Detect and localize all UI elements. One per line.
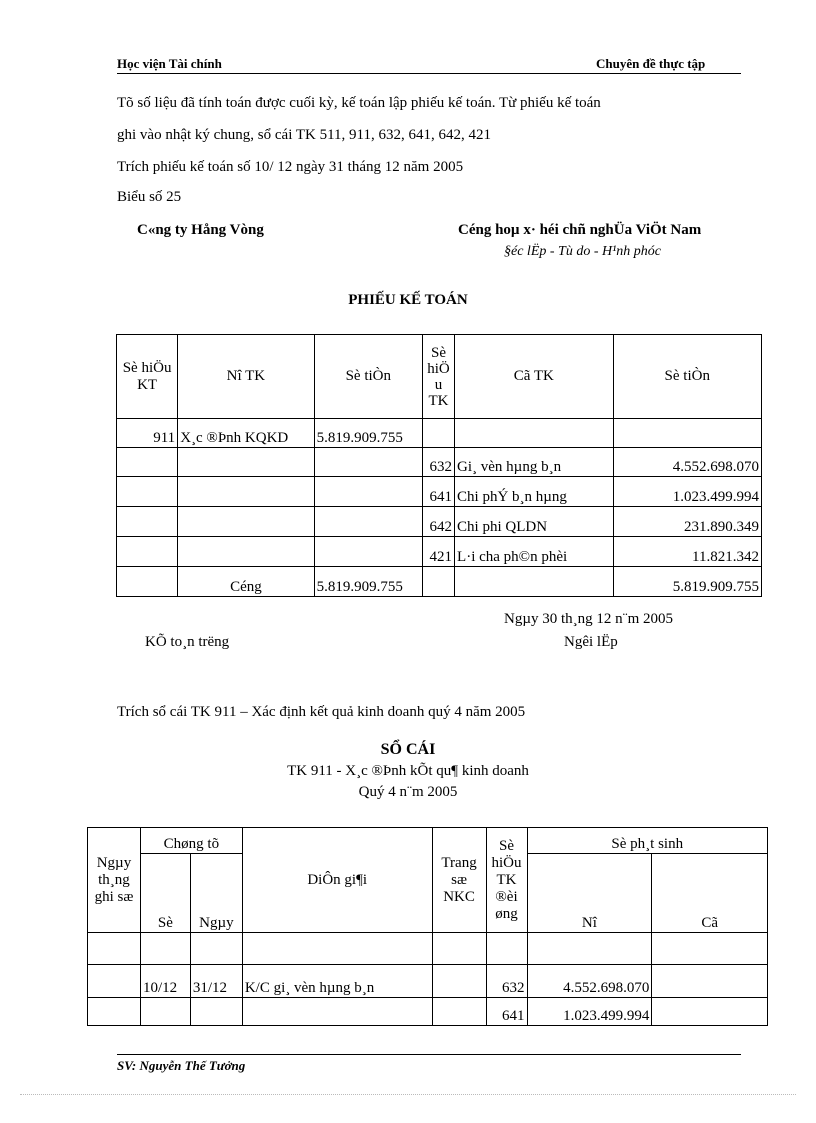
voucher-header-row: [117, 335, 762, 419]
header-rule: [117, 73, 741, 74]
cell-debit-account: [178, 507, 314, 537]
footer-student: SV: Nguyễn Thế Tưởng: [117, 1058, 246, 1073]
col-credit-amount: Sè tiÒn: [613, 335, 761, 419]
cell-journal-page: [432, 933, 486, 965]
cell-debit-amount: [314, 477, 422, 507]
cell-description: K/C gi¸ vèn hµng b¸n: [242, 965, 432, 998]
cell-voucher-no: [140, 998, 190, 1026]
cell-record-date: [88, 998, 141, 1026]
cell-credit-amount: 11.821.342: [613, 537, 761, 567]
cell-contra-account: [486, 933, 527, 965]
intro-line-1: Tõ số liệu đã tính toán được cuối kỳ, kế toán lập phiếu kế toán. Từ phiếu kế toán: [117, 95, 601, 111]
cell-empty: [455, 567, 613, 597]
cell-credit-amount: 1.023.499.994: [613, 477, 761, 507]
ledger-subtitle: TK 911 - X¸c ®Þnh kÕt qu¶ kinh doanh: [287, 763, 529, 779]
cell-debit: 1.023.499.994: [527, 998, 652, 1026]
intro-line-4: Biểu số 25: [117, 189, 182, 205]
cell-credit-amount: 231.890.349: [613, 507, 761, 537]
cell-credit-amount: 4.552.698.070: [613, 448, 761, 477]
cell-credit: [652, 965, 768, 998]
cell-debit-amount: [314, 448, 422, 477]
cell-debit-account: X¸c ®Þnh KQKD: [178, 419, 314, 448]
republic-motto: §éc lËp - Tù do - H¹nh phóc: [504, 244, 662, 259]
cell-credit-account: Chi phÝ b¸n hµng: [455, 477, 613, 507]
total-credit-amount: 5.819.909.755: [613, 567, 761, 597]
company-name: C«ng ty Hång Vòng: [137, 222, 264, 238]
col-debit-account: Nî TK: [178, 335, 314, 419]
table-row: [88, 998, 768, 1026]
cell-debit-account: [178, 477, 314, 507]
total-debit-amount: 5.819.909.755: [314, 567, 422, 597]
cell-record-date: [88, 965, 141, 998]
col-account-no: Sè hiÖ u TK: [422, 335, 454, 419]
cell-empty: [422, 567, 454, 597]
intro-line-3: Trích phiếu kế toán số 10/ 12 ngày 31 tháng 12 năm 2005: [117, 159, 464, 175]
table-row: [88, 933, 768, 965]
cell-debit-amount: 5.819.909.755: [314, 419, 422, 448]
ledger-title: SỔ CÁI: [380, 741, 436, 758]
ledger-table: [87, 827, 768, 1026]
cell-journal-page: [432, 998, 486, 1026]
cell-credit-amount: [613, 419, 761, 448]
cell-empty: [117, 567, 178, 597]
table-row: [117, 537, 762, 567]
ledger-intro: Trích sổ cái TK 911 – Xác định kết quả kinh doanh quý 4 năm 2005: [117, 704, 526, 720]
col-voucher-no: Sè: [140, 854, 190, 933]
cell-account-no: 632: [422, 448, 454, 477]
ledger-period: Quý 4 n¨m 2005: [358, 784, 458, 800]
page-edge-divider: [20, 1094, 796, 1095]
cell-description: [242, 933, 432, 965]
cell-voucher-no: [117, 537, 178, 567]
cell-account-no: 641: [422, 477, 454, 507]
preparer-label: Ngêi lËp: [564, 634, 618, 650]
col-journal-page: Trang sæ NKC: [432, 828, 486, 933]
cell-debit-amount: [314, 537, 422, 567]
total-label: Céng: [178, 567, 314, 597]
cell-record-date: [88, 933, 141, 965]
col-voucher-no: Sè hiÖu KT: [117, 335, 178, 419]
voucher-title: PHIẾU KẾ TOÁN: [348, 292, 468, 308]
cell-debit-amount: [314, 507, 422, 537]
cell-voucher-no: [140, 933, 190, 965]
table-row: [117, 507, 762, 537]
cell-account-no: 642: [422, 507, 454, 537]
cell-voucher-date: [190, 998, 242, 1026]
col-description: DiÔn gi¶i: [242, 828, 432, 933]
cell-voucher-no: 911: [117, 419, 178, 448]
ledger-header-row-1: [88, 828, 768, 854]
cell-voucher-no: [117, 448, 178, 477]
cell-account-no: 421: [422, 537, 454, 567]
col-contra-account: Sè hiÖu TK ®èi øng: [486, 828, 527, 933]
cell-credit-account: Gi¸ vèn hµng b¸n: [455, 448, 613, 477]
voucher-date: Ngµy 30 th¸ng 12 n¨m 2005: [504, 611, 674, 627]
cell-contra-account: 641: [486, 998, 527, 1026]
cell-credit-account: [455, 419, 613, 448]
cell-credit-account: L·i cha ph©n phèi: [455, 537, 613, 567]
table-row: [117, 419, 762, 448]
footer-rule: [117, 1054, 741, 1055]
cell-voucher-date: 31/12: [190, 965, 242, 998]
cell-contra-account: 632: [486, 965, 527, 998]
table-row: [88, 965, 768, 998]
header-left: Học viện Tài chính: [117, 56, 222, 71]
cell-credit: [652, 998, 768, 1026]
cell-account-no: [422, 419, 454, 448]
col-record-date: Ngµy th¸ng ghi sæ: [88, 828, 141, 933]
cell-voucher-no: 10/12: [140, 965, 190, 998]
voucher-table: [116, 334, 762, 597]
cell-debit: 4.552.698.070: [527, 965, 652, 998]
cell-voucher-no: [117, 477, 178, 507]
cell-credit: [652, 933, 768, 965]
header-right: Chuyên đề thực tập: [596, 56, 706, 71]
cell-voucher-no: [117, 507, 178, 537]
chief-accountant-label: KÕ to¸n trëng: [145, 634, 230, 650]
col-amount: Sè ph¸t sinh: [527, 828, 768, 854]
table-row: [117, 448, 762, 477]
cell-description: [242, 998, 432, 1026]
total-row: [117, 567, 762, 597]
col-credit-account: Cã TK: [455, 335, 613, 419]
col-debit: Nî: [527, 854, 652, 933]
cell-journal-page: [432, 965, 486, 998]
intro-line-2: ghi vào nhật ký chung, sổ cái TK 511, 911, 632, 641, 642, 421: [117, 127, 491, 143]
cell-credit-account: Chi phi QLDN: [455, 507, 613, 537]
cell-debit-account: [178, 448, 314, 477]
col-voucher: Chøng tõ: [140, 828, 242, 854]
col-credit: Cã: [652, 854, 768, 933]
col-debit-amount: Sè tiÒn: [314, 335, 422, 419]
cell-debit-account: [178, 537, 314, 567]
col-voucher-date: Ngµy: [190, 854, 242, 933]
cell-debit: [527, 933, 652, 965]
cell-voucher-date: [190, 933, 242, 965]
republic-title: Céng hoµ x· héi chñ nghÜa ViÖt Nam: [458, 222, 702, 238]
table-row: [117, 477, 762, 507]
